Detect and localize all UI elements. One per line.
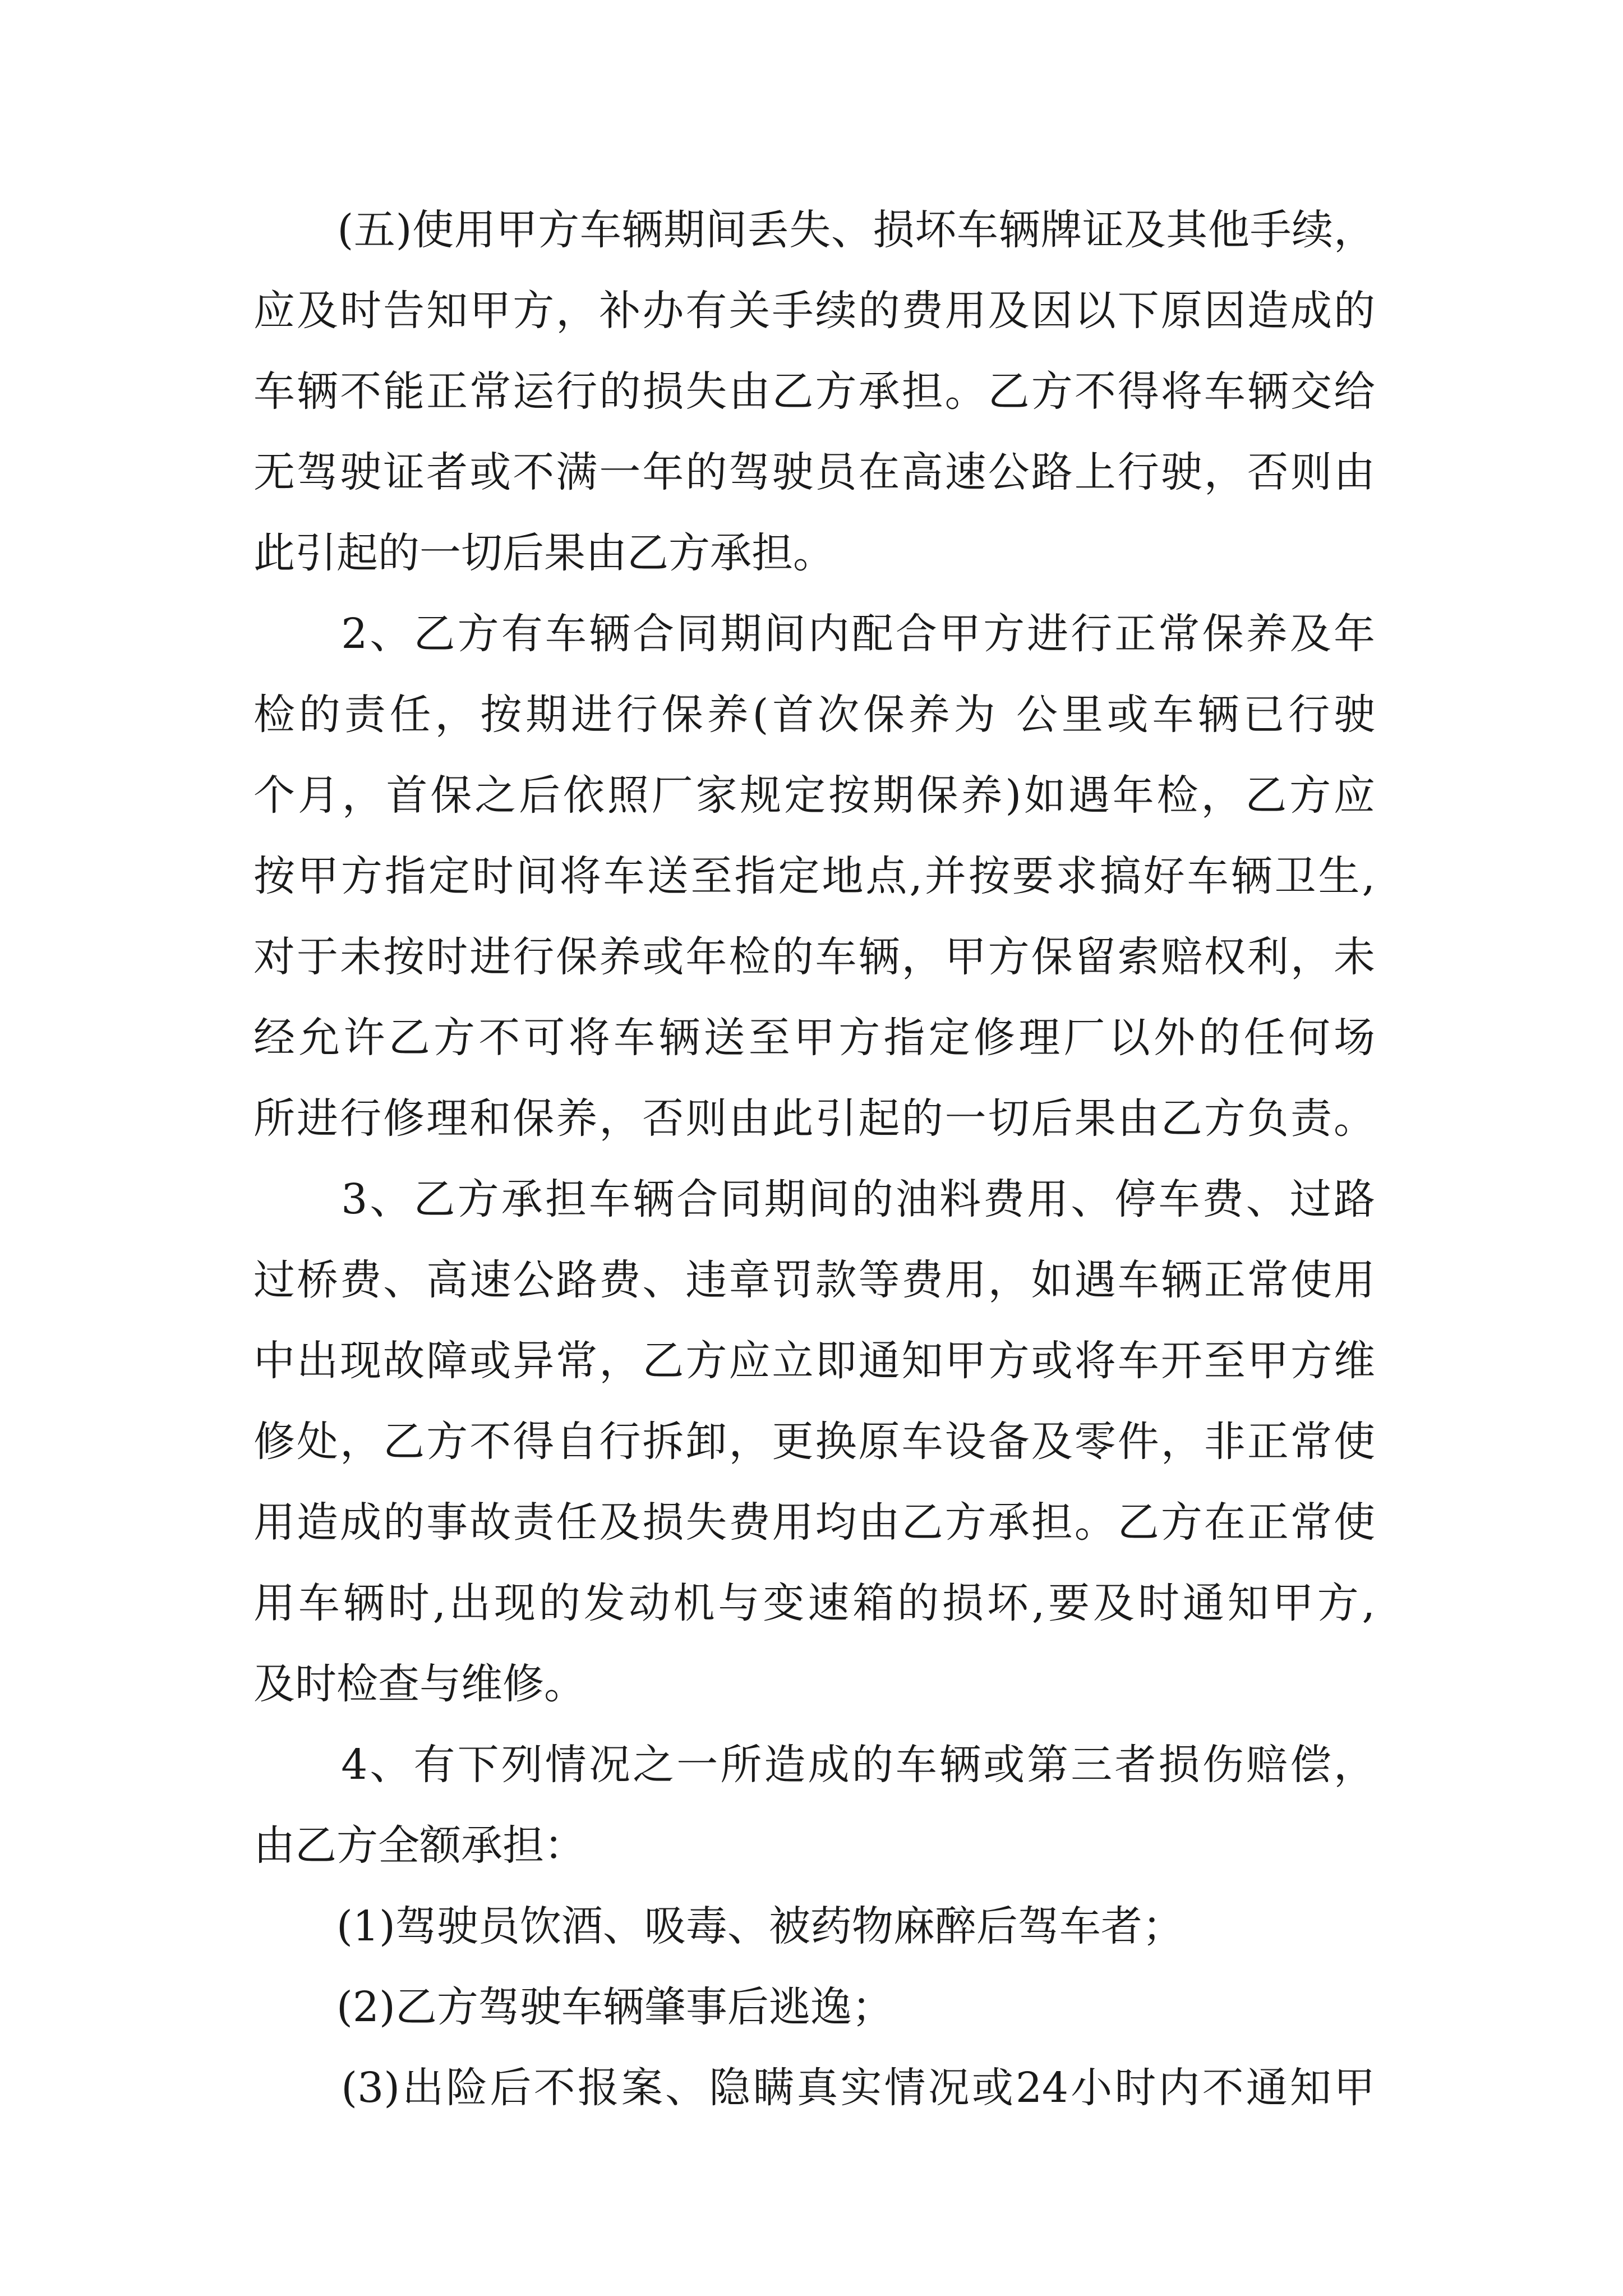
text-line: 检的责任，按期进行保养(首次保养为 公里或车辆已行驶 [253, 691, 1375, 739]
text-line: 4、有下列情况之一所造成的车辆或第三者损伤赔偿， [253, 1741, 1375, 1789]
text-line: 用车辆时,出现的发动机与变速箱的损坏,要及时通知甲方, [253, 1579, 1375, 1627]
text-line: 对于未按时进行保养或年检的车辆，甲方保留索赔权利，未 [253, 933, 1375, 981]
text-line: 按甲方指定时间将车送至指定地点,并按要求搞好车辆卫生, [253, 852, 1375, 900]
text-line: 车辆不能正常运行的损失由乙方承担。乙方不得将车辆交给 [253, 367, 1375, 416]
text-line: (五)使用甲方车辆期间丢失、损坏车辆牌证及其他手续， [253, 206, 1375, 254]
text-line: 所进行修理和保养，否则由此引起的一切后果由乙方负责。 [253, 1094, 1375, 1143]
text-line: (2)乙方驾驶车辆肇事后逃逸； [253, 1983, 893, 2031]
text-line: 3、乙方承担车辆合同期间的油料费用、停车费、过路 [253, 1175, 1375, 1223]
text-line: (1)驾驶员饮酒、吸毒、被药物麻醉后驾车者； [253, 1902, 1184, 1950]
text-line: 由乙方全额承担： [253, 1821, 585, 1870]
text-line: 应及时告知甲方，补办有关手续的费用及因以下原因造成的 [253, 287, 1375, 335]
text-line: 过桥费、高速公路费、违章罚款等费用，如遇车辆正常使用 [253, 1256, 1375, 1304]
text-line: 用造成的事故责任及损失费用均由乙方承担。乙方在正常使 [253, 1498, 1375, 1547]
text-line: 修处，乙方不得自行拆卸，更换原车设备及零件，非正常使 [253, 1418, 1375, 1466]
text-line: 无驾驶证者或不满一年的驾驶员在高速公路上行驶，否则由 [253, 448, 1375, 496]
text-line: 2、乙方有车辆合同期间内配合甲方进行正常保养及年 [253, 610, 1375, 658]
text-line: 及时检查与维修。 [253, 1660, 585, 1708]
text-line: 中出现故障或异常，乙方应立即通知甲方或将车开至甲方维 [253, 1337, 1375, 1385]
text-line: 此引起的一切后果由乙方承担。 [253, 529, 834, 577]
text-line: 个月，首保之后依照厂家规定按期保养)如遇年检，乙方应 [253, 771, 1375, 820]
text-line: (3)出险后不报案、隐瞒真实情况或24小时内不通知甲 [253, 2064, 1375, 2112]
text-line: 经允许乙方不可将车辆送至甲方指定修理厂以外的任何场 [253, 1014, 1375, 1062]
